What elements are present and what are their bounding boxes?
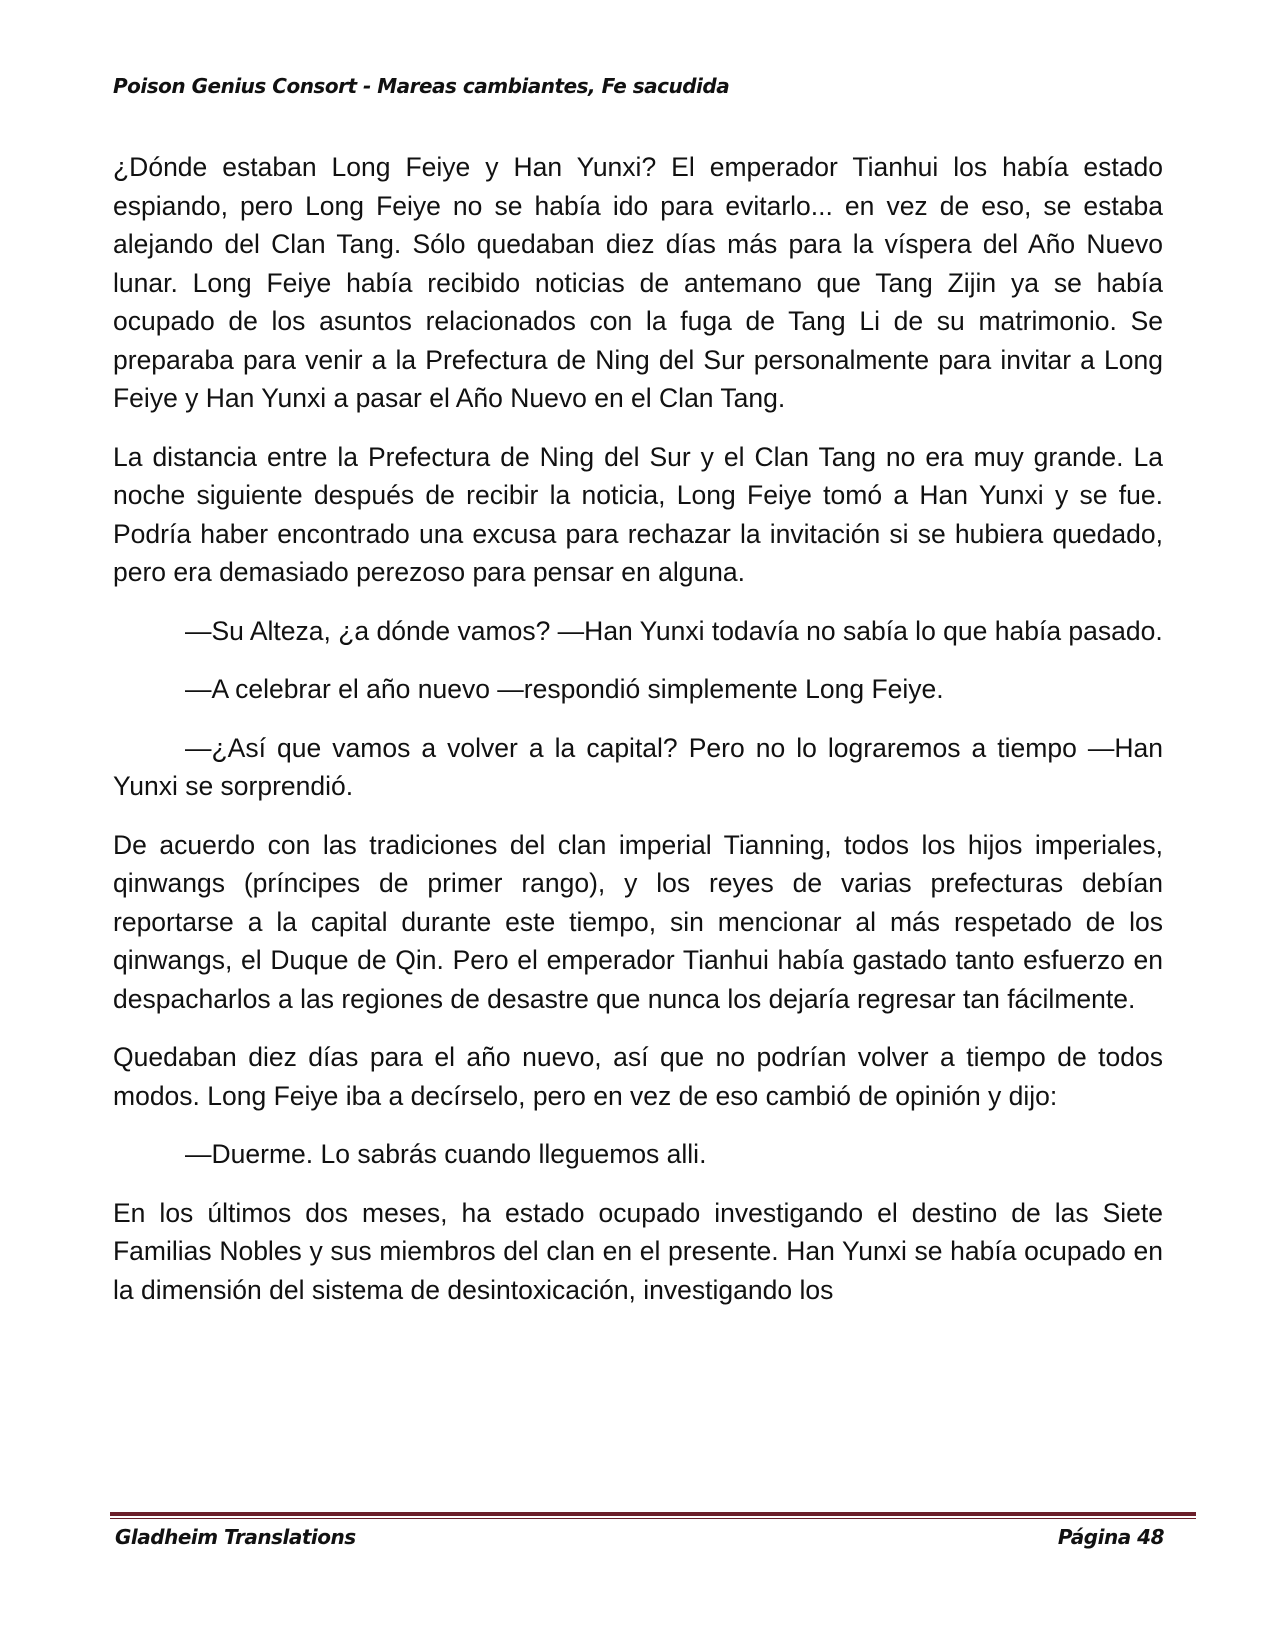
footer-divider bbox=[110, 1512, 1196, 1519]
dialogue-paragraph: —Duerme. Lo sabrás cuando lleguemos alli. bbox=[185, 1139, 707, 1169]
dialogue-paragraph: —¿Así que vamos a volver a la capital? Pero no lo lograremos a tiempo —Han Yunxi se sorprendió. bbox=[113, 732, 1163, 801]
running-header: Poison Genius Consort - Mareas cambiantes, Fe sacudida bbox=[113, 74, 730, 98]
paragraph: ¿Dónde estaban Long Feiye y Han Yunxi? El emperador Tianhui los había estado espiando, pero Long Feiye no se había ido para evitarlo... en vez de eso, se estaba alejando del Clan Tang. Sólo quedaban diez días más para la víspera del Año Nuevo lunar. Long Feiye había recibido noticias de antemano que Tang Zijin ya se había ocupado de los asuntos relacionados con la fuga de Tang Li de su matrimonio. Se preparaba para venir a la Prefectura de Ning del Sur personalmente para invitar a Long Feiye y Han Yunxi a pasar el Año Nuevo en el Clan Tang. bbox=[113, 152, 1163, 413]
paragraph: Quedaban diez días para el año nuevo, así que no podrían volver a tiempo de todos modos. Long Feiye iba a decírselo, pero en vez de eso cambió de opinión y dijo: bbox=[113, 1042, 1163, 1111]
dialogue-paragraph: —A celebrar el año nuevo —respondió simplemente Long Feiye. bbox=[185, 674, 944, 704]
paragraph: En los últimos dos meses, ha estado ocupado investigando el destino de las Siete Familias Nobles y sus miembros del clan en el presente. Han Yunxi se había ocupado en la dimensión del sistema de desintoxicación, investigando los bbox=[113, 1197, 1163, 1305]
paragraph: De acuerdo con las tradiciones del clan imperial Tianning, todos los hijos imperiales, qinwangs (príncipes de primer rango), y los reyes de varias prefecturas debían reportarse a la capital durante este tiempo, sin mencionar al más respetado de los qinwangs, el Duque de Qin. Pero el emperador Tianhui había gastado tanto esfuerzo en despacharlos a las regiones de desastre que nunca los dejaría regresar tan fácilmente. bbox=[113, 829, 1163, 1014]
paragraph: La distancia entre la Prefectura de Ning del Sur y el Clan Tang no era muy grande. La noche siguiente después de recibir la noticia, Long Feiye tomó a Han Yunxi y se fue. Podría haber encontrado una excusa para rechazar la invitación si se hubiera quedado, pero era demasiado perezoso para pensar en alguna. bbox=[113, 441, 1163, 587]
footer-translator: Gladheim Translations bbox=[115, 1525, 356, 1549]
page-body bbox=[113, 148, 1163, 1329]
page-number: Página 48 bbox=[1057, 1525, 1164, 1549]
dialogue-paragraph: —Su Alteza, ¿a dónde vamos? —Han Yunxi todavía no sabía lo que había pasado. bbox=[185, 615, 1163, 646]
